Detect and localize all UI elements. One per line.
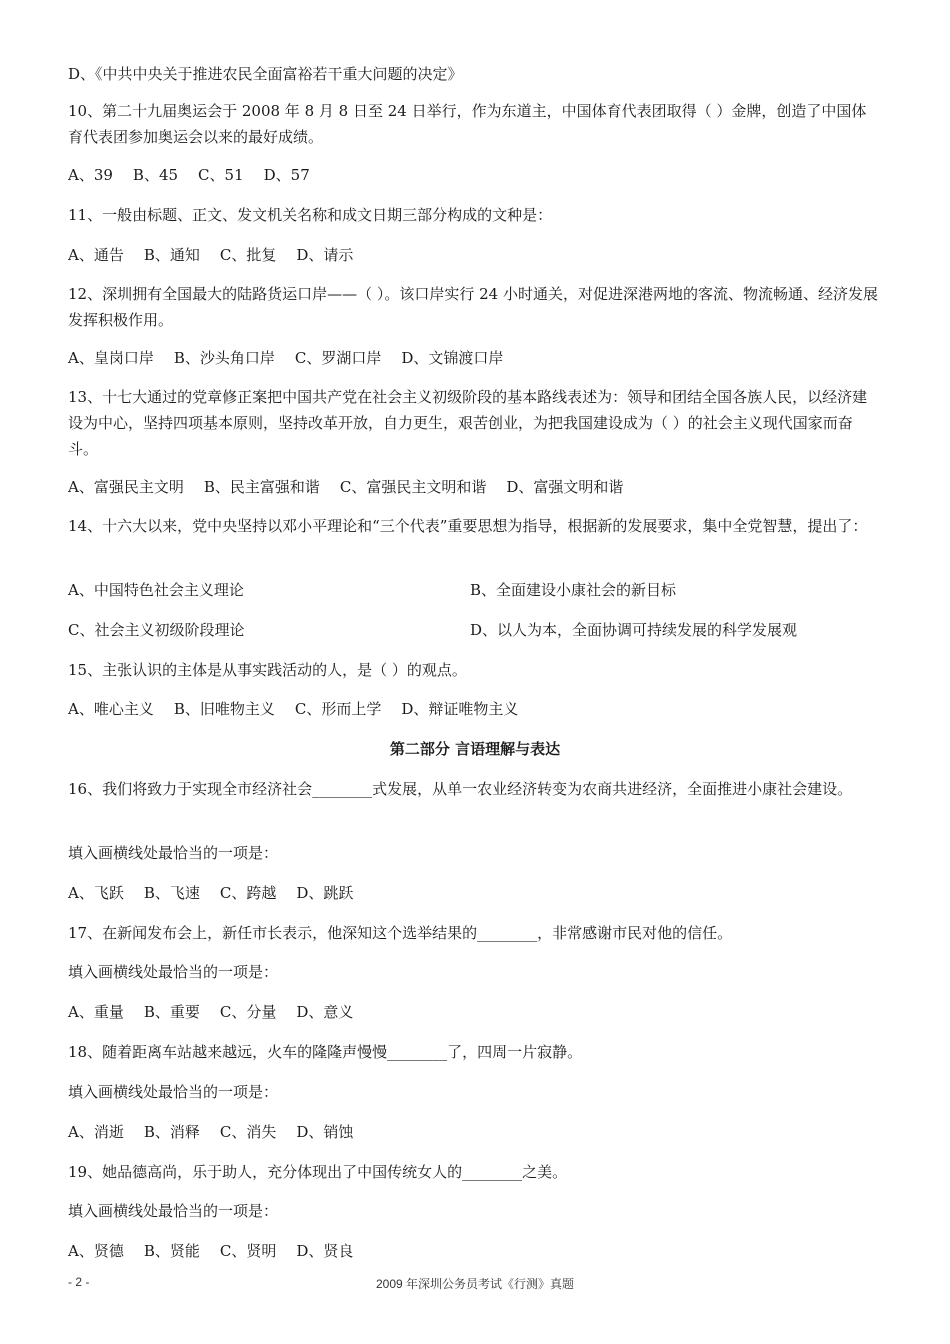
question-18: 18、随着距离车站越来越远，火车的隆隆声慢慢________了，四周一片寂静。 (68, 1043, 583, 1061)
option-c: C、分量 (219, 1003, 277, 1021)
question-15: 15、主张认识的主体是从事实践活动的人，是（ ）的观点。 (68, 661, 467, 679)
option-a: A、消逝 (68, 1123, 124, 1141)
page-number: - 2 - (68, 1275, 90, 1289)
fill-prompt: 填入画横线处最恰当的一项是： (68, 1083, 279, 1101)
question-15-options (68, 696, 883, 722)
question-17: 17、在新闻发布会上，新任市长表示，他深知这个选举结果的________，非常感谢市民对他的信任。 (68, 924, 733, 942)
option-a: A、飞跃 (68, 884, 124, 902)
option-d: D、富强文明和谐 (506, 478, 624, 496)
question-11: 11、一般由标题、正文、发文机关名称和成文日期三部分构成的文种是： (68, 206, 553, 224)
fill-prompt: 填入画横线处最恰当的一项是： (68, 1202, 279, 1220)
option-a: A、通告 (68, 246, 124, 264)
option-d: D、57 (263, 166, 310, 184)
option-c: C、社会主义初级阶段理论 (68, 621, 245, 639)
question-17-options (68, 999, 883, 1025)
fill-prompt: 填入画横线处最恰当的一项是： (68, 844, 279, 862)
question-10-options (68, 162, 883, 188)
option-c: C、罗湖口岸 (294, 349, 382, 367)
option-b: B、飞速 (143, 884, 200, 902)
option-a: A、39 (68, 166, 113, 184)
option-c: C、形而上学 (294, 700, 382, 718)
option-a: A、贤德 (68, 1242, 124, 1260)
option-d: D、以人为本，全面协调可持续发展的科学发展观 (470, 621, 798, 639)
option-b: B、旧唯物主义 (173, 700, 275, 718)
option-d: D、请示 (296, 246, 354, 264)
fill-prompt: 填入画横线处最恰当的一项是： (68, 963, 279, 981)
option-c: C、跨越 (219, 884, 277, 902)
footer-title: 2009 年深圳公务员考试《行测》真题 (375, 1277, 575, 1291)
option-c: C、51 (198, 166, 244, 184)
section-title: 第二部分 言语理解与表达 (389, 740, 561, 758)
question-18-options (68, 1119, 883, 1145)
option-d: D、辩证唯物主义 (401, 700, 519, 718)
option-b: B、通知 (143, 246, 200, 264)
option-b: B、沙头角口岸 (173, 349, 275, 367)
question-11-options (68, 242, 883, 268)
option-d: D、销蚀 (296, 1123, 354, 1141)
option-d: D、跳跃 (296, 884, 354, 902)
option-a: A、重量 (68, 1003, 124, 1021)
question-12-options (68, 345, 883, 371)
option-c: C、富强民主文明和谐 (339, 478, 487, 496)
option-b: B、全面建设小康社会的新目标 (470, 581, 677, 599)
option-a: A、唯心主义 (68, 700, 154, 718)
option-c: C、消失 (219, 1123, 277, 1141)
question-13: 13、十七大通过的党章修正案把中国共产党在社会主义初级阶段的基本路线表述为：领导和团结全国各族人民，以经济建设为中心，坚持四项基本原则，坚持改革开放，自力更生，艰苦创业，为把我国建设成为（ ）的社会主义现代国家而奋斗。 (68, 388, 868, 458)
option-b: B、民主富强和谐 (203, 478, 320, 496)
option-a: A、皇岗口岸 (68, 349, 154, 367)
question-10: 10、第二十九届奥运会于 2008 年 8 月 8 日至 24 日举行，作为东道主，中国体育代表团取得（ ）金牌，创造了中国体育代表团参加奥运会以来的最好成绩。 (68, 102, 867, 146)
option-c: C、贤明 (219, 1242, 277, 1260)
option-b: B、45 (132, 166, 179, 184)
option-c: C、批复 (219, 246, 277, 264)
question-19-options (68, 1238, 883, 1264)
question-14: 14、十六大以来，党中央坚持以邓小平理论和“三个代表”重要思想为指导，根据新的发展要求，集中全党智慧，提出了： (68, 517, 868, 535)
option-b: B、贤能 (143, 1242, 200, 1260)
option-d-continued: D、《中共中央关于推进农民全面富裕若干重大问题的决定》 (68, 65, 463, 83)
option-b: B、消释 (143, 1123, 200, 1141)
question-12: 12、深圳拥有全国最大的陆路货运口岸——（ ）。该口岸实行 24 小时通关，对促进深港两地的客流、物流畅通、经济发展发挥积极作用。 (68, 285, 878, 329)
option-d: D、意义 (296, 1003, 354, 1021)
question-13-options (68, 474, 883, 500)
option-a: A、中国特色社会主义理论 (68, 581, 244, 599)
question-19: 19、她品德高尚，乐于助人，充分体现出了中国传统女人的________之美。 (68, 1163, 568, 1181)
option-a: A、富强民主文明 (68, 478, 184, 496)
option-d: D、贤良 (296, 1242, 354, 1260)
question-16-options (68, 880, 883, 906)
option-d: D、文锦渡口岸 (401, 349, 504, 367)
question-16: 16、我们将致力于实现全市经济社会________式发展，从单一农业经济转变为农商共进经济，全面推进小康社会建设。 (68, 780, 853, 798)
option-b: B、重要 (143, 1003, 200, 1021)
